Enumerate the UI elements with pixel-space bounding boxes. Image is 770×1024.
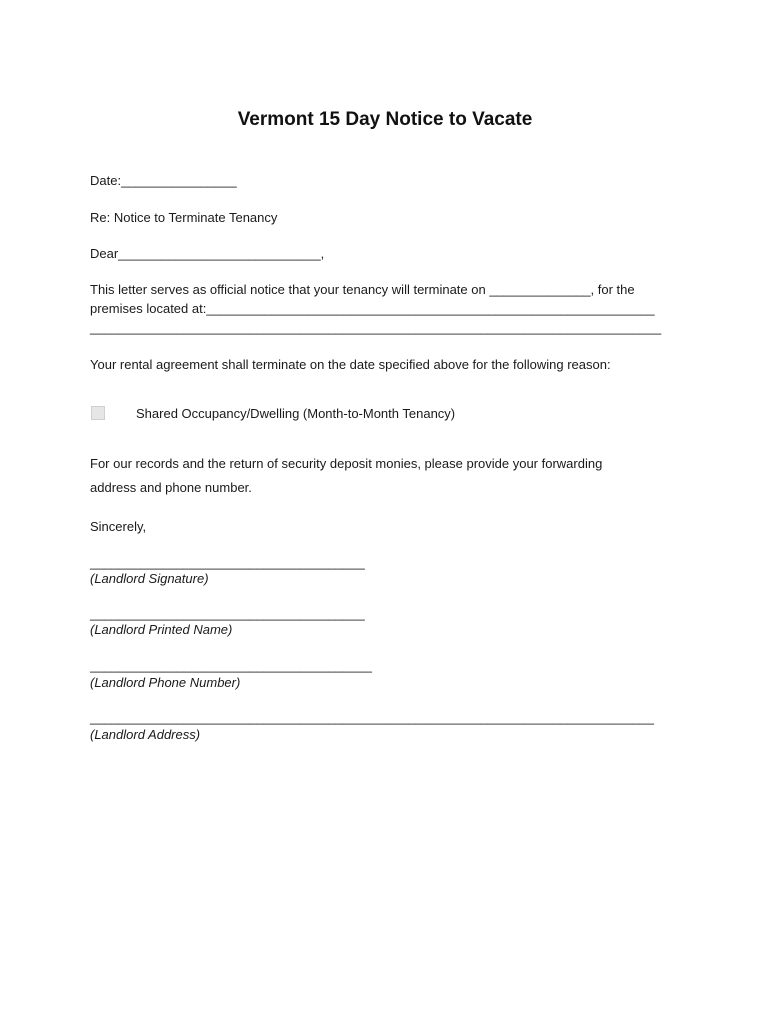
premises-field-line-2[interactable]: _______________________________________________________________________________	[90, 320, 662, 335]
landlord-printed-name-field[interactable]: ______________________________________	[90, 606, 365, 621]
landlord-address-label: (Landlord Address)	[90, 727, 201, 742]
body-text-line-1: This letter serves as official notice that your tenancy will terminate on ______________, for the	[90, 282, 635, 297]
landlord-signature-label: (Landlord Signature)	[90, 571, 209, 586]
date-field-line[interactable]: Date:________________	[90, 173, 237, 188]
reason-intro-text: Your rental agreement shall terminate on the date specified above for the following reason:	[90, 357, 611, 372]
closing-text: Sincerely,	[90, 519, 147, 534]
document-title: Vermont 15 Day Notice to Vacate	[237, 109, 533, 130]
landlord-phone-label: (Landlord Phone Number)	[90, 675, 241, 690]
premises-field-line[interactable]: premises located at:______________________________________________________________	[90, 301, 655, 316]
shared-occupancy-label: Shared Occupancy/Dwelling (Month-to-Month Tenancy)	[136, 406, 456, 421]
shared-occupancy-checkbox[interactable]	[91, 406, 105, 420]
records-text-line-1: For our records and the return of security deposit monies, please provide your forwarding	[90, 456, 603, 471]
landlord-printed-name-label: (Landlord Printed Name)	[90, 622, 233, 637]
re-line: Re: Notice to Terminate Tenancy	[90, 210, 278, 225]
landlord-address-field[interactable]: ______________________________________________________________________________	[90, 710, 654, 725]
landlord-signature-field[interactable]: ______________________________________	[90, 555, 365, 570]
landlord-phone-field[interactable]: _______________________________________	[90, 658, 372, 673]
dear-field-line[interactable]: Dear____________________________,	[90, 246, 325, 261]
records-text-line-2: address and phone number.	[90, 480, 252, 495]
